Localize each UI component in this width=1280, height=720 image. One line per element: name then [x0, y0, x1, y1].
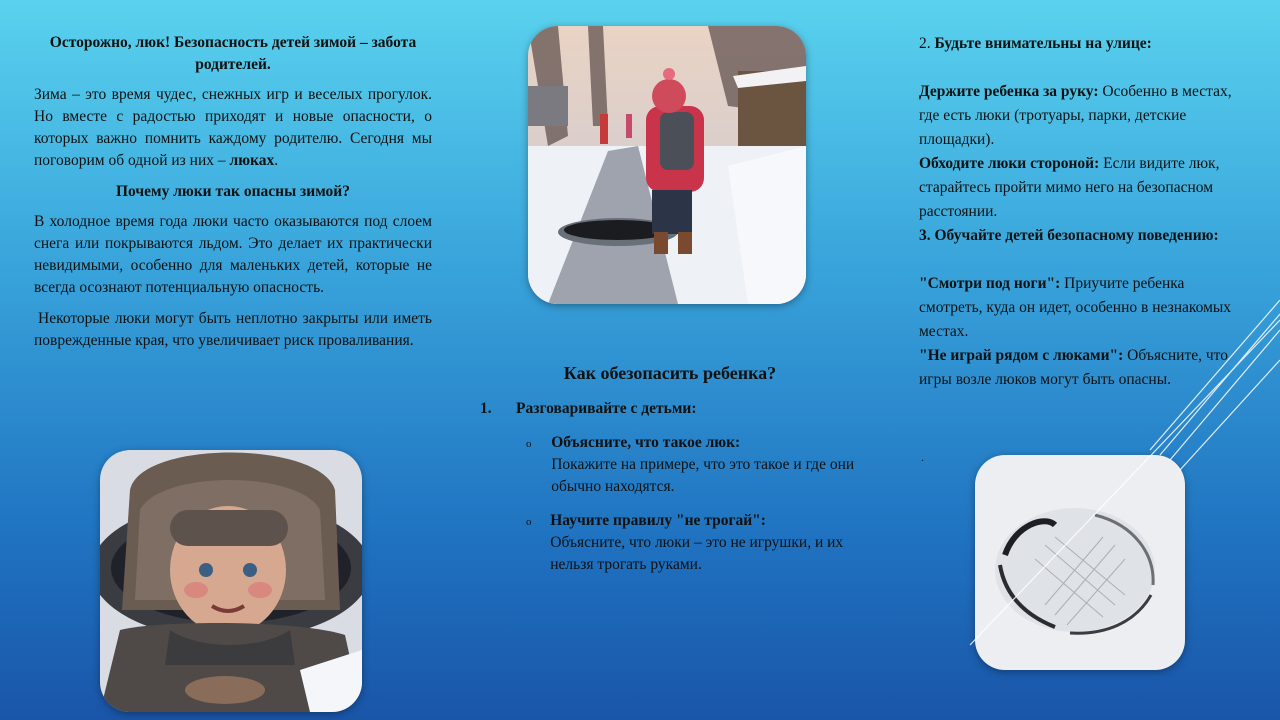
child-walking-photo	[528, 26, 806, 304]
safety-heading: Как обезопасить ребенка?	[563, 363, 777, 383]
point-title: Будьте внимательны на улице:	[934, 35, 1152, 52]
intro-end: .	[274, 152, 279, 169]
hold-hand-tip	[919, 80, 1249, 152]
stray-dot: .	[921, 450, 924, 464]
danger-paragraph: В холодное время года люки часто оказываются под слоем снега или покрываются льдом. Это делает их практически невидимыми, особенно для маленьких детей, которые не всегда осознают потенциальную опасность.	[34, 213, 432, 296]
tip-title: Обходите люки стороной:	[919, 155, 1100, 172]
intro-paragraph	[34, 84, 432, 172]
left-column	[34, 32, 432, 361]
tip-text: Если видите люк, старайтесь пройти мимо него на безопасном расстоянии.	[919, 155, 1220, 220]
tip-text: Объясните, что игры возле люков могут быть опасны.	[919, 347, 1228, 388]
child-in-manhole-photo	[100, 450, 362, 712]
avoid-tip	[919, 152, 1249, 224]
middle-column	[470, 362, 870, 588]
intro-text: Зима – это время чудес, снежных игр и веселых прогулок. Но вместе с радостью приходят и новые опасности, о которых важно помнить каждому родителю. Сегодня мы поговорим об одной из них –	[34, 86, 432, 169]
sub-item-text: Покажите на примере, что это такое и где они обычно находятся.	[551, 456, 855, 495]
tip-text: Особенно в местах, где есть люки (тротуары, парки, детские площадки).	[919, 83, 1232, 148]
sub-item-text: Объясните, что люки – это не игрушки, и их нельзя трогать руками.	[550, 534, 844, 573]
point-3	[919, 224, 1249, 248]
sub-item-1	[526, 432, 870, 498]
child-in-manhole-illustration	[100, 450, 362, 712]
tip-text: Приучите ребенка смотреть, куда он идет, особенно в незнакомых местах.	[919, 275, 1232, 340]
sub-item-2	[526, 510, 870, 576]
tip-title: "Смотри под ноги":	[919, 275, 1061, 292]
sub-item-title: Объясните, что такое люк:	[551, 434, 741, 451]
numbered-item-1	[480, 398, 870, 420]
tip-title: Держите ребенка за руку:	[919, 83, 1099, 100]
point-2	[919, 32, 1249, 56]
sub-item-title: Научите правилу "не трогай":	[550, 512, 766, 529]
point-title: 3. Обучайте детей безопасному поведению:	[919, 227, 1219, 244]
item-number: 1.	[480, 400, 492, 417]
question-heading: Почему люки так опасны зимой?	[115, 183, 350, 200]
point-number: 2.	[919, 35, 931, 52]
item-label: Разговаривайте с детьми:	[516, 400, 697, 417]
intro-bold: люках	[229, 152, 275, 169]
leaflet-title: Осторожно, люк! Безопасность детей зимой – забота родителей.	[49, 34, 417, 73]
tip-title: "Не играй рядом с люками":	[919, 347, 1124, 364]
child-walking-illustration	[528, 26, 806, 304]
bullet-icon: o	[526, 516, 532, 528]
spacer	[919, 56, 1249, 80]
risk-paragraph: Некоторые люки могут быть неплотно закрыты или иметь поврежденные края, что увеличивает риск проваливания.	[34, 310, 432, 349]
bullet-icon: o	[526, 438, 532, 450]
spacer	[919, 248, 1249, 272]
decorative-lines	[960, 300, 1280, 660]
